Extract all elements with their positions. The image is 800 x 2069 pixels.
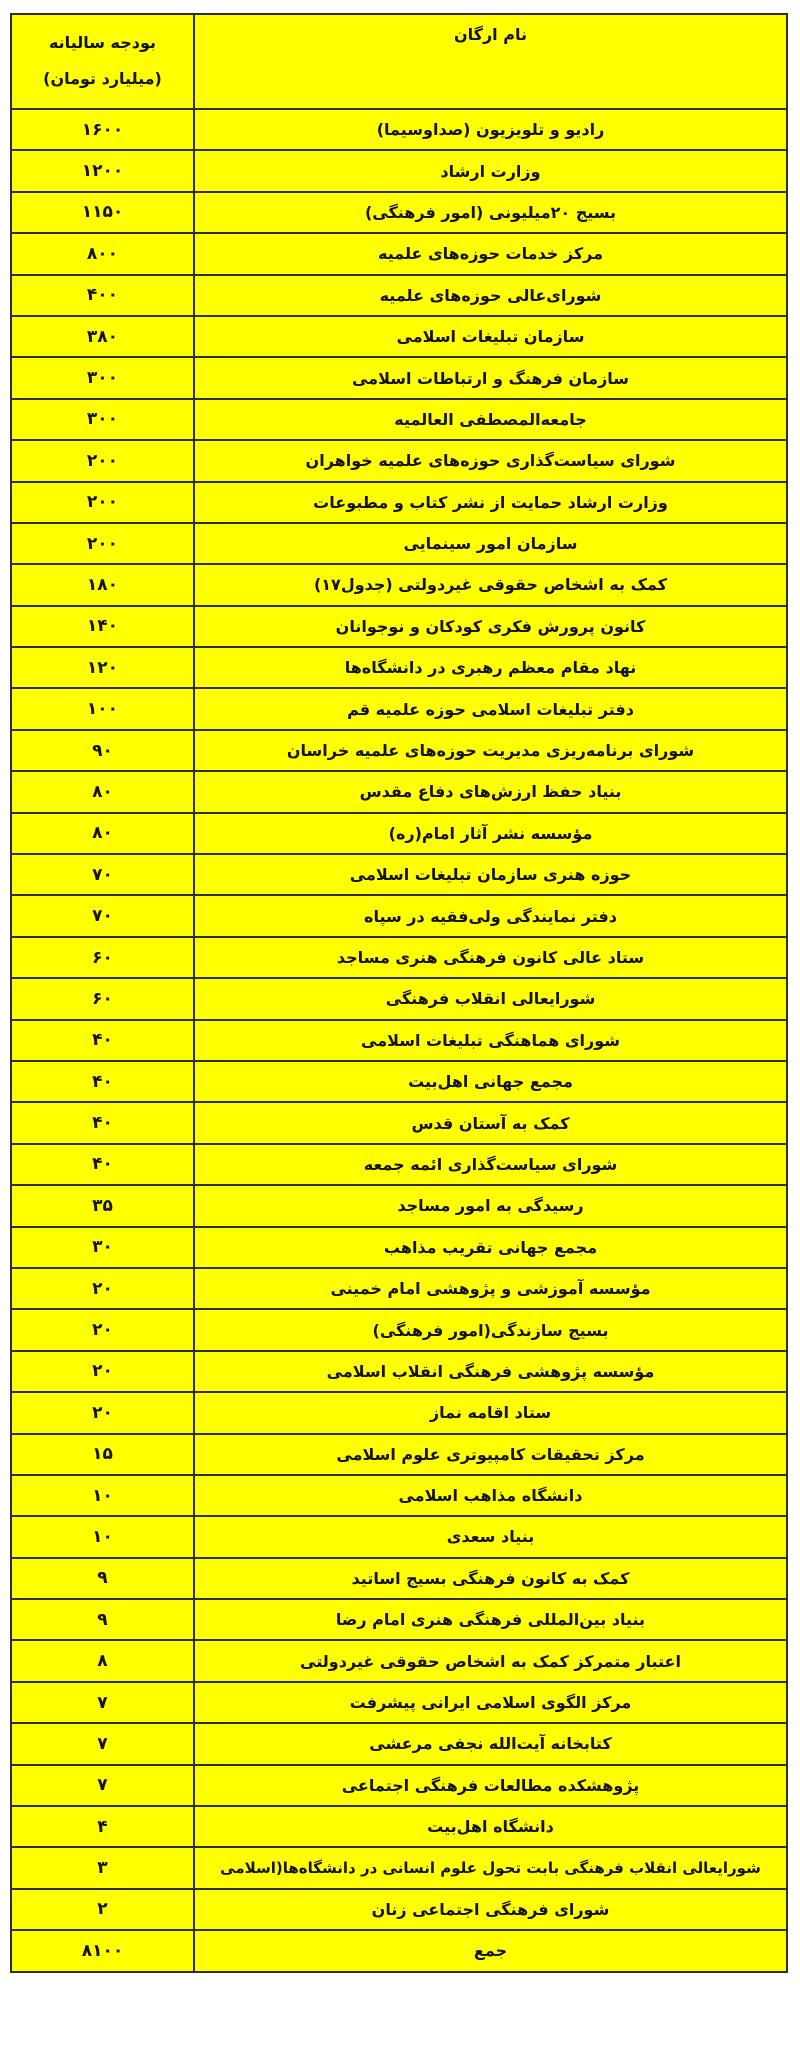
table-row bbox=[11, 1889, 787, 1930]
budget-value-cell: ۷۰ bbox=[11, 895, 194, 936]
organization-name-cell: وزارت ارشاد حمایت از نشر کتاب و مطبوعات bbox=[194, 482, 787, 523]
organization-name-cell: شورای هماهنگی تبلیغات اسلامی bbox=[194, 1020, 787, 1061]
table-row bbox=[11, 895, 787, 936]
organization-name-cell: کانون پرورش فکری کودکان و نوجوانان bbox=[194, 606, 787, 647]
table-row bbox=[11, 1682, 787, 1723]
organization-name-cell: مجمع جهانی تقریب مذاهب bbox=[194, 1227, 787, 1268]
budget-value-cell: ۳۰۰ bbox=[11, 357, 194, 398]
table-row bbox=[11, 1061, 787, 1102]
budget-value-cell: ۷ bbox=[11, 1682, 194, 1723]
table-row bbox=[11, 316, 787, 357]
organization-name-cell: جامعه‌المصطفی العالمیه bbox=[194, 399, 787, 440]
budget-value-cell: ۲۰ bbox=[11, 1351, 194, 1392]
table-row bbox=[11, 1144, 787, 1185]
organization-name-cell: شورای سیاست‌گذاری حوزه‌های علمیه خواهران bbox=[194, 440, 787, 481]
organization-name-cell: اعتبار متمرکز کمک به اشخاص حقوقی غیردولتی bbox=[194, 1640, 787, 1681]
organization-name-cell: کمک به آستان قدس bbox=[194, 1102, 787, 1143]
table-body bbox=[11, 109, 787, 1972]
budget-value-cell: ۱۶۰۰ bbox=[11, 109, 194, 150]
organization-name-cell: بسیج ۲۰میلیونی (امور فرهنگی) bbox=[194, 192, 787, 233]
table-row bbox=[11, 1558, 787, 1599]
organization-name-cell: شورایعالی انقلاب فرهنگی بابت تحول علوم انسانی در دانشگاه‌ها(اسلامی bbox=[194, 1847, 787, 1888]
organization-name-cell: رادیو و تلویزیون (صداوسیما) bbox=[194, 109, 787, 150]
organization-name-cell: شورای‌عالی حوزه‌های علمیه bbox=[194, 275, 787, 316]
table-row bbox=[11, 730, 787, 771]
organization-name-cell: جمع bbox=[194, 1930, 787, 1971]
table-row bbox=[11, 1475, 787, 1516]
budget-value-cell: ۱۰۰ bbox=[11, 688, 194, 729]
budget-value-cell: ۲۰۰ bbox=[11, 440, 194, 481]
budget-value-cell: ۹۰ bbox=[11, 730, 194, 771]
budget-value-cell: ۳۰ bbox=[11, 1227, 194, 1268]
table-row bbox=[11, 1723, 787, 1764]
organization-name-cell: مؤسسه نشر آثار امام(ره) bbox=[194, 813, 787, 854]
budget-value-cell: ۹ bbox=[11, 1599, 194, 1640]
cultural-budget-table bbox=[10, 13, 788, 1973]
table-row bbox=[11, 275, 787, 316]
table-row bbox=[11, 937, 787, 978]
table-row bbox=[11, 1020, 787, 1061]
table-row bbox=[11, 1765, 787, 1806]
organization-name-cell: مجمع جهانی اهل‌بیت bbox=[194, 1061, 787, 1102]
budget-value-cell: ۴۰۰ bbox=[11, 275, 194, 316]
budget-value-cell: ۷۰ bbox=[11, 854, 194, 895]
table-row bbox=[11, 109, 787, 150]
table-row bbox=[11, 647, 787, 688]
budget-value-cell: ۶۰ bbox=[11, 937, 194, 978]
organization-name-cell: شورایعالی انقلاب فرهنگی bbox=[194, 978, 787, 1019]
organization-name-cell: ستاد عالی کانون فرهنگی هنری مساجد bbox=[194, 937, 787, 978]
table-row bbox=[11, 1640, 787, 1681]
organization-name-cell: مرکز خدمات حوزه‌های علمیه bbox=[194, 233, 787, 274]
budget-value-cell: ۴۰ bbox=[11, 1020, 194, 1061]
table-row bbox=[11, 1434, 787, 1475]
budget-value-cell: ۸۰ bbox=[11, 771, 194, 812]
budget-table-container bbox=[10, 13, 786, 1973]
header-organization-name: نام ارگان bbox=[194, 14, 787, 109]
table-row bbox=[11, 1185, 787, 1226]
header-row bbox=[11, 14, 787, 109]
organization-name-cell: دفتر نمایندگی ولی‌فقیه در سپاه bbox=[194, 895, 787, 936]
header-annual-budget bbox=[11, 14, 194, 109]
budget-value-cell: ۱۲۰ bbox=[11, 647, 194, 688]
budget-value-cell: ۲ bbox=[11, 1889, 194, 1930]
table-row bbox=[11, 978, 787, 1019]
table-row bbox=[11, 1102, 787, 1143]
organization-name-cell: بنیاد بین‌المللی فرهنگی هنری امام رضا bbox=[194, 1599, 787, 1640]
organization-name-cell: کمک به کانون فرهنگی بسیج اساتید bbox=[194, 1558, 787, 1599]
budget-value-cell: ۱۰ bbox=[11, 1475, 194, 1516]
table-row bbox=[11, 399, 787, 440]
organization-name-cell: بنیاد حفظ ارزش‌های دفاع مقدس bbox=[194, 771, 787, 812]
budget-value-cell: ۱۵ bbox=[11, 1434, 194, 1475]
budget-value-cell: ۳۸۰ bbox=[11, 316, 194, 357]
budget-value-cell: ۷ bbox=[11, 1723, 194, 1764]
table-row bbox=[11, 1806, 787, 1847]
organization-name-cell: شورای فرهنگی اجتماعی زنان bbox=[194, 1889, 787, 1930]
organization-name-cell: شورای برنامه‌ریزی مدیریت حوزه‌های علمیه خراسان bbox=[194, 730, 787, 771]
table-row bbox=[11, 1351, 787, 1392]
table-row bbox=[11, 357, 787, 398]
header-budget-unit: (میلیارد تومان) bbox=[43, 69, 162, 88]
table-row bbox=[11, 688, 787, 729]
organization-name-cell: نهاد مقام معظم رهبری در دانشگاه‌ها bbox=[194, 647, 787, 688]
table-row bbox=[11, 1392, 787, 1433]
organization-name-cell: بنیاد سعدی bbox=[194, 1516, 787, 1557]
budget-value-cell: ۱۰ bbox=[11, 1516, 194, 1557]
organization-name-cell: دانشگاه اهل‌بیت bbox=[194, 1806, 787, 1847]
table-row bbox=[11, 150, 787, 191]
budget-value-cell: ۷ bbox=[11, 1765, 194, 1806]
table-row bbox=[11, 564, 787, 605]
table-row bbox=[11, 1599, 787, 1640]
organization-name-cell: دفتر تبلیغات اسلامی حوزه علمیه قم bbox=[194, 688, 787, 729]
organization-name-cell: مؤسسه پژوهشی فرهنگی انقلاب اسلامی bbox=[194, 1351, 787, 1392]
budget-value-cell: ۴ bbox=[11, 1806, 194, 1847]
budget-value-cell: ۱۲۰۰ bbox=[11, 150, 194, 191]
organization-name-cell: بسیج سازندگی(امور فرهنگی) bbox=[194, 1309, 787, 1350]
budget-value-cell: ۴۰ bbox=[11, 1061, 194, 1102]
organization-name-cell: دانشگاه مذاهب اسلامی bbox=[194, 1475, 787, 1516]
organization-name-cell: مؤسسه آموزشی و پژوهشی امام خمینی bbox=[194, 1268, 787, 1309]
organization-name-cell: سازمان فرهنگ و ارتباطات اسلامی bbox=[194, 357, 787, 398]
organization-name-cell: کمک به اشخاص حقوقی غیردولتی (جدول۱۷) bbox=[194, 564, 787, 605]
table-row bbox=[11, 440, 787, 481]
organization-name-cell: حوزه هنری سازمان تبلیغات اسلامی bbox=[194, 854, 787, 895]
budget-value-cell: ۴۰ bbox=[11, 1102, 194, 1143]
budget-value-cell: ۱۸۰ bbox=[11, 564, 194, 605]
organization-name-cell: وزارت ارشاد bbox=[194, 150, 787, 191]
table-row bbox=[11, 233, 787, 274]
budget-value-cell: ۳۰۰ bbox=[11, 399, 194, 440]
budget-value-cell: ۲۰ bbox=[11, 1309, 194, 1350]
budget-value-cell: ۹ bbox=[11, 1558, 194, 1599]
budget-value-cell: ۲۰ bbox=[11, 1392, 194, 1433]
organization-name-cell: کتابخانه آیت‌الله نجفی مرعشی bbox=[194, 1723, 787, 1764]
organization-name-cell: شورای سیاست‌گذاری ائمه جمعه bbox=[194, 1144, 787, 1185]
table-row bbox=[11, 192, 787, 233]
organization-name-cell: سازمان تبلیغات اسلامی bbox=[194, 316, 787, 357]
budget-value-cell: ۸۰ bbox=[11, 813, 194, 854]
organization-name-cell: ستاد اقامه نماز bbox=[194, 1392, 787, 1433]
organization-name-cell: پژوهشکده مطالعات فرهنگی اجتماعی bbox=[194, 1765, 787, 1806]
budget-value-cell: ۱۱۵۰ bbox=[11, 192, 194, 233]
budget-value-cell: ۸ bbox=[11, 1640, 194, 1681]
table-row bbox=[11, 523, 787, 564]
header-budget-title: بودجه سالیانه bbox=[48, 33, 157, 52]
budget-value-cell: ۸۰۰ bbox=[11, 233, 194, 274]
budget-value-cell: ۲۰۰ bbox=[11, 482, 194, 523]
table-row bbox=[11, 1227, 787, 1268]
table-row bbox=[11, 1309, 787, 1350]
budget-value-cell: ۳۵ bbox=[11, 1185, 194, 1226]
table-row bbox=[11, 1268, 787, 1309]
budget-value-cell: ۲۰ bbox=[11, 1268, 194, 1309]
table-row bbox=[11, 482, 787, 523]
budget-value-cell: ۲۰۰ bbox=[11, 523, 194, 564]
table-row bbox=[11, 771, 787, 812]
total-row bbox=[11, 1930, 787, 1971]
organization-name-cell: رسیدگی به امور مساجد bbox=[194, 1185, 787, 1226]
table-row bbox=[11, 1847, 787, 1888]
table-row bbox=[11, 606, 787, 647]
budget-value-cell: ۴۰ bbox=[11, 1144, 194, 1185]
budget-value-cell: ۳ bbox=[11, 1847, 194, 1888]
table-row bbox=[11, 1516, 787, 1557]
table-row bbox=[11, 813, 787, 854]
organization-name-cell: مرکز تحقیقات کامپیوتری علوم اسلامی bbox=[194, 1434, 787, 1475]
budget-value-cell: ۱۴۰ bbox=[11, 606, 194, 647]
organization-name-cell: مرکز الگوی اسلامی ایرانی پیشرفت bbox=[194, 1682, 787, 1723]
organization-name-cell: سازمان امور سینمایی bbox=[194, 523, 787, 564]
table-row bbox=[11, 854, 787, 895]
budget-value-cell: ۸۱۰۰ bbox=[11, 1930, 194, 1971]
budget-value-cell: ۶۰ bbox=[11, 978, 194, 1019]
